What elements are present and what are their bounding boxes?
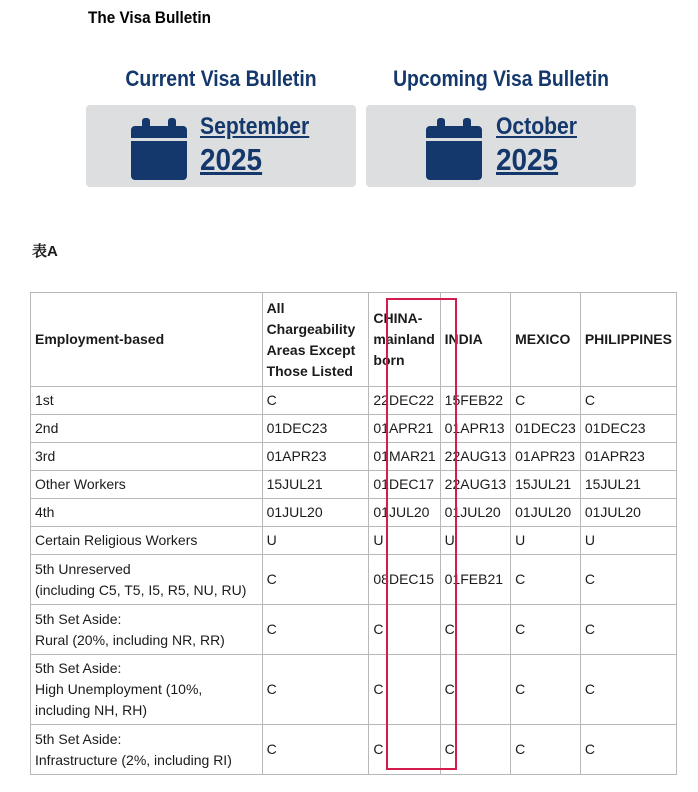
table-cell: C: [511, 555, 581, 605]
table-cell: 01DEC23: [262, 415, 369, 443]
table-cell: 01MAR21: [369, 443, 440, 471]
visa-bulletin-table: [30, 292, 677, 775]
calendar-icon: [426, 118, 482, 180]
current-bulletin-title: Current Visa Bulletin: [125, 66, 317, 91]
upcoming-bulletin-box: [366, 105, 636, 187]
table-cell: 15JUL21: [580, 471, 676, 499]
row-category: 5th Set Aside: Infrastructure (2%, including RI): [31, 725, 263, 775]
table-body: [31, 387, 677, 775]
table-cell: C: [580, 387, 676, 415]
table-cell: 01JUL20: [369, 499, 440, 527]
table-cell: 15FEB22: [440, 387, 510, 415]
table-cell: 15JUL21: [511, 471, 581, 499]
table-cell: U: [262, 527, 369, 555]
table-cell: 01FEB21: [440, 555, 510, 605]
table-cell: 22DEC22: [369, 387, 440, 415]
table-cell: C: [580, 605, 676, 655]
table-cell: C: [369, 725, 440, 775]
table-cell: 01APR23: [580, 443, 676, 471]
table-row: [31, 725, 677, 775]
table-cell: U: [440, 527, 510, 555]
table-cell: C: [511, 725, 581, 775]
table-cell: 22AUG13: [440, 471, 510, 499]
table-cell: C: [369, 605, 440, 655]
table-cell: C: [511, 655, 581, 725]
header-china: CHINA-mainland born: [369, 293, 440, 387]
table-cell: 01DEC17: [369, 471, 440, 499]
table-row: [31, 605, 677, 655]
table-caption: 表A: [32, 243, 58, 260]
row-category: 2nd: [31, 415, 263, 443]
header-all-chargeability: All Chargeability Areas Except Those Listed: [262, 293, 369, 387]
row-category: 5th Unreserved (including C5, T5, I5, R5, NU, RU): [31, 555, 263, 605]
table-cell: 01APR23: [511, 443, 581, 471]
table-row: [31, 387, 677, 415]
current-bulletin-link[interactable]: [200, 112, 324, 178]
table-cell: 01DEC23: [580, 415, 676, 443]
upcoming-bulletin-month: October: [496, 113, 577, 140]
table-cell: C: [440, 605, 510, 655]
table-cell: U: [511, 527, 581, 555]
table-row: [31, 527, 677, 555]
table-row: [31, 471, 677, 499]
table-cell: C: [440, 725, 510, 775]
current-bulletin-year: 2025: [200, 142, 263, 177]
table-cell: C: [440, 655, 510, 725]
row-category: 5th Set Aside: Rural (20%, including NR, RR): [31, 605, 263, 655]
row-category: 4th: [31, 499, 263, 527]
table-cell: C: [580, 555, 676, 605]
table-cell: U: [580, 527, 676, 555]
upcoming-bulletin: [366, 64, 636, 187]
row-category: 1st: [31, 387, 263, 415]
table-cell: C: [580, 655, 676, 725]
table-row: [31, 443, 677, 471]
calendar-icon: [131, 118, 187, 180]
table-cell: 08DEC15: [369, 555, 440, 605]
current-bulletin-month: September: [200, 113, 310, 140]
table-cell: C: [580, 725, 676, 775]
table-cell: C: [262, 387, 369, 415]
table-cell: 01JUL20: [440, 499, 510, 527]
table-cell: 15JUL21: [262, 471, 369, 499]
row-category: 5th Set Aside: High Unemployment (10%, including NH, RH): [31, 655, 263, 725]
table-header-row: [31, 293, 677, 387]
current-bulletin: [86, 64, 356, 187]
table-cell: C: [262, 555, 369, 605]
table-cell: U: [369, 527, 440, 555]
table-row: [31, 415, 677, 443]
header-mexico: MEXICO: [511, 293, 581, 387]
page-heading: The Visa Bulletin: [88, 8, 212, 27]
table-cell: 01APR23: [262, 443, 369, 471]
header-employment-based: Employment-based: [31, 293, 263, 387]
table-cell: 01DEC23: [511, 415, 581, 443]
table-cell: 01JUL20: [262, 499, 369, 527]
table-cell: 22AUG13: [440, 443, 510, 471]
table-row: [31, 555, 677, 605]
upcoming-bulletin-year: 2025: [496, 142, 559, 177]
header-philippines: PHILIPPINES: [580, 293, 676, 387]
table-cell: 01APR13: [440, 415, 510, 443]
table-cell: 01JUL20: [580, 499, 676, 527]
row-category: Other Workers: [31, 471, 263, 499]
table-row: [31, 499, 677, 527]
table-cell: C: [511, 605, 581, 655]
upcoming-bulletin-link[interactable]: [496, 112, 588, 178]
current-bulletin-box: [86, 105, 356, 187]
table-cell: 01APR21: [369, 415, 440, 443]
table-cell: C: [262, 605, 369, 655]
row-category: 3rd: [31, 443, 263, 471]
table-cell: C: [369, 655, 440, 725]
table-cell: 01JUL20: [511, 499, 581, 527]
table-cell: C: [262, 725, 369, 775]
header-india: INDIA: [440, 293, 510, 387]
table-cell: C: [262, 655, 369, 725]
upcoming-bulletin-title: Upcoming Visa Bulletin: [393, 66, 609, 91]
table-row: [31, 655, 677, 725]
row-category: Certain Religious Workers: [31, 527, 263, 555]
table-cell: C: [511, 387, 581, 415]
